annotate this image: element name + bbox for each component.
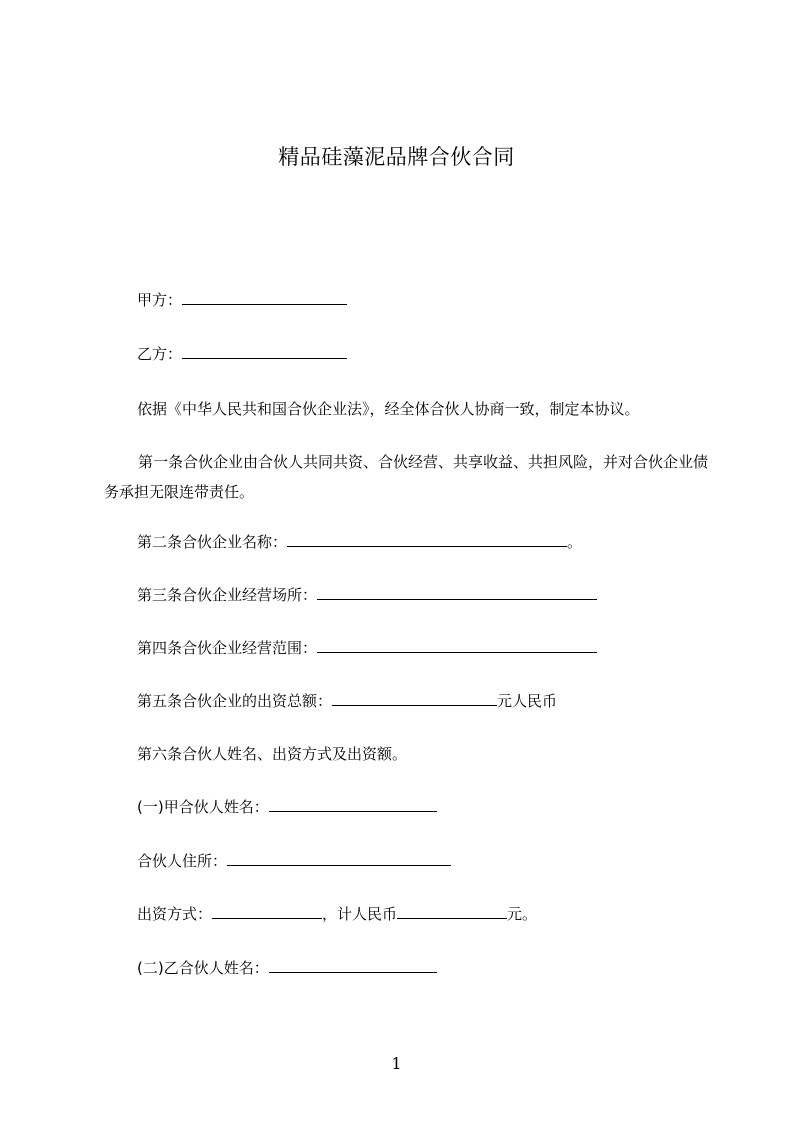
document-title: 精品硅藻泥品牌合伙合同: [278, 145, 515, 169]
article-2-suffix: 。: [567, 533, 583, 551]
article-5-suffix: 元人民币: [497, 692, 558, 710]
contribution-amount-blank[interactable]: [397, 904, 507, 919]
party-b-line: [137, 344, 347, 364]
contribution-method-label: 出资方式：: [137, 905, 213, 923]
party-b-label: 乙方：: [137, 345, 183, 363]
partner-residence-label: 合伙人住所：: [137, 852, 228, 870]
enterprise-name-blank[interactable]: [287, 532, 567, 547]
total-capital-blank[interactable]: [332, 691, 497, 706]
contribution-mid-text: ，计人民币: [322, 905, 398, 923]
partner-a-name-line: [137, 797, 437, 817]
party-a-blank[interactable]: [182, 290, 347, 305]
partner-b-name-blank[interactable]: [269, 958, 437, 973]
partner-a-name-label: (一)甲合伙人姓名：: [137, 798, 269, 816]
article-2-label: 第二条合伙企业名称：: [137, 533, 288, 551]
article-2-line: [137, 532, 582, 552]
business-location-blank[interactable]: [317, 585, 597, 600]
business-scope-blank[interactable]: [317, 638, 597, 653]
partner-b-name-line: [137, 958, 437, 978]
partner-residence-blank[interactable]: [227, 851, 451, 866]
article-3-line: [137, 585, 597, 605]
article-3-label: 第三条合伙企业经营场所：: [137, 586, 318, 604]
article-6: 第六条合伙人姓名、出资方式及出资额。: [137, 745, 408, 763]
page-number: 1: [391, 1054, 402, 1073]
contribution-method-blank[interactable]: [212, 904, 322, 919]
article-1: 第一条合伙企业由合伙人共同共资、合伙经营、共享收益、共担风险，并对合伙企业债务承担无限连带责任。: [104, 453, 709, 501]
contribution-line: [137, 904, 537, 924]
article-5-label: 第五条合伙企业的出资总额：: [137, 692, 333, 710]
article-4-label: 第四条合伙企业经营范围：: [137, 639, 318, 657]
article-5-line: [137, 691, 557, 711]
partner-a-name-blank[interactable]: [269, 797, 437, 812]
party-b-blank[interactable]: [182, 344, 347, 359]
preamble: 依据《中华人民共和国合伙企业法》，经全体合伙人协商一致，制定本协议。: [137, 400, 640, 418]
party-a-line: [137, 290, 347, 310]
partner-residence-line: [137, 851, 451, 871]
article-4-line: [137, 638, 597, 658]
party-a-label: 甲方：: [137, 291, 183, 309]
contribution-suffix: 元。: [507, 905, 538, 923]
partner-b-name-label: (二)乙合伙人姓名：: [137, 959, 269, 977]
